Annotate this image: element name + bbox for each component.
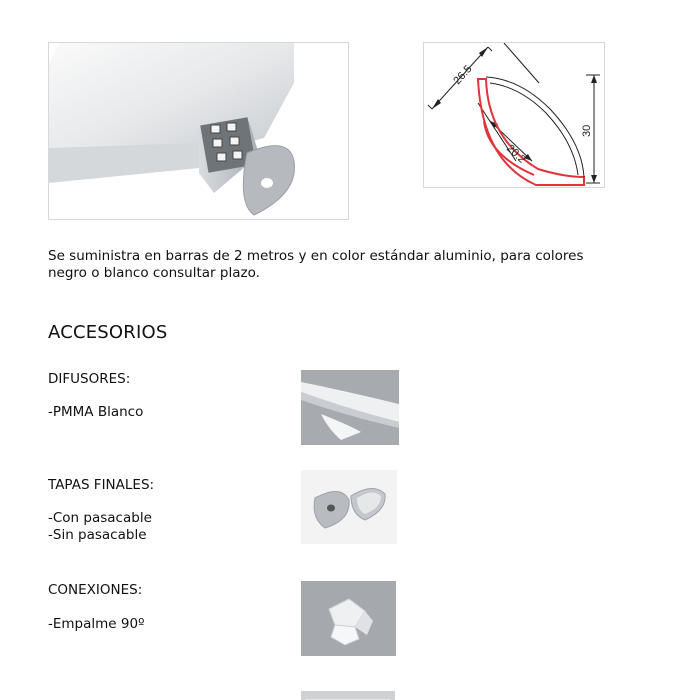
- end-caps-heading: TAPAS FINALES:: [48, 477, 155, 493]
- diffusers-item: -PMMA Blanco: [48, 404, 144, 420]
- profile-dimension-diagram: [423, 42, 605, 188]
- end-caps-item-2: -Sin pasacable: [48, 527, 147, 543]
- product-photo: [48, 42, 349, 220]
- connector-photo: [301, 581, 396, 656]
- end-caps-photo: [301, 470, 397, 544]
- end-caps-item-1: -Con pasacable: [48, 510, 152, 526]
- intro-line-1: Se suministra en barras de 2 metros y en color estándar aluminio, para colores: [48, 248, 584, 264]
- corner-profile-image: [49, 43, 348, 219]
- intro-paragraph: [48, 248, 648, 282]
- diffusers-heading: DIFUSORES:: [48, 371, 131, 387]
- dim-label-height: 30: [581, 124, 593, 137]
- connections-item: -Empalme 90º: [48, 616, 145, 632]
- diffuser-photo: [301, 370, 399, 445]
- dim-label-inner: 20.2: [503, 142, 528, 166]
- connections-heading: CONEXIONES:: [48, 582, 143, 598]
- intro-line-2: negro o blanco consultar plazo.: [48, 265, 260, 281]
- next-accessory-photo: [301, 691, 395, 700]
- dim-label-outer: 26.5: [451, 63, 475, 88]
- accessories-heading: ACCESORIOS: [48, 322, 168, 343]
